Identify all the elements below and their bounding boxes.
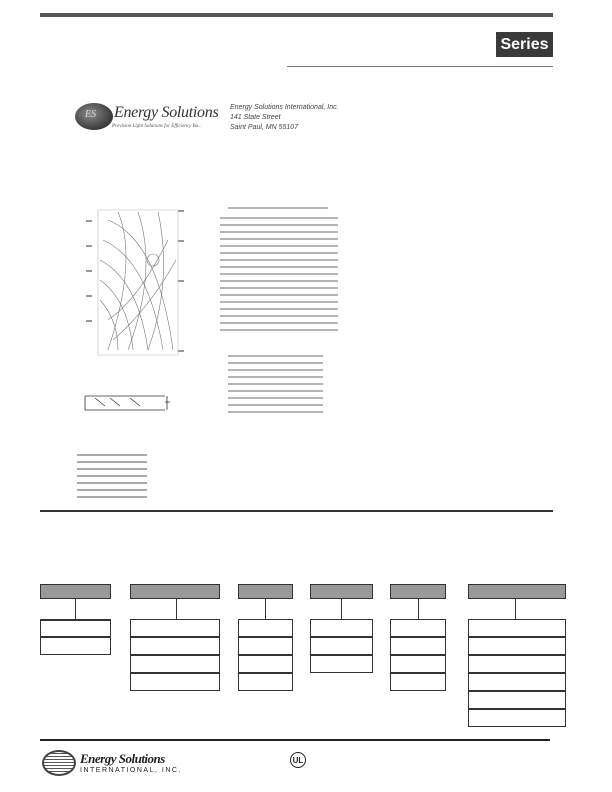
fixture-sketch	[75, 388, 175, 416]
order-col-6-row-1	[468, 619, 566, 637]
order-col-6-header	[468, 584, 566, 599]
order-col-6-connector	[515, 599, 516, 619]
order-col-3-row-4	[238, 673, 293, 691]
order-col-2-header	[130, 584, 220, 599]
order-col-3-row-2	[238, 637, 293, 655]
order-col-5-row-4	[390, 673, 446, 691]
order-col-1-header	[40, 584, 111, 599]
order-col-5-row-1	[390, 619, 446, 637]
order-col-6-row-3	[468, 655, 566, 673]
globe-logo-icon	[42, 750, 76, 776]
footer-rule	[40, 739, 550, 741]
order-col-4-row-2	[310, 637, 373, 655]
address-line-3: Saint Paul, MN 55107	[230, 124, 299, 131]
order-col-2-row-3	[130, 655, 220, 673]
order-col-4-header	[310, 584, 373, 599]
address-line-1: Energy Solutions International, Inc.	[230, 104, 339, 111]
order-col-4-row-3	[310, 655, 373, 673]
order-col-2-row-2	[130, 637, 220, 655]
photometric-diagram	[78, 200, 188, 360]
ul-listed-icon: UL	[290, 752, 306, 768]
footer-brand-name: Energy Solutions	[80, 751, 165, 766]
order-col-3-row-3	[238, 655, 293, 673]
company-tagline: Provision Light Solutions for Efficiency Bu...	[112, 124, 202, 129]
top-rule	[40, 13, 553, 17]
series-badge: Series	[496, 32, 553, 57]
logo-initials: ES	[85, 109, 97, 120]
header-sub-rule	[287, 66, 553, 67]
address-line-2: 141 State Street	[230, 114, 281, 121]
order-col-3-connector	[265, 599, 266, 619]
company-logo-icon	[75, 103, 113, 130]
order-col-5-header	[390, 584, 446, 599]
order-col-5-connector	[418, 599, 419, 619]
section-divider	[40, 510, 553, 512]
order-col-2-row-1	[130, 619, 220, 637]
order-col-3-row-1	[238, 619, 293, 637]
order-col-6-row-4	[468, 673, 566, 691]
order-col-6-row-5	[468, 691, 566, 709]
order-col-1-row-1	[40, 620, 111, 637]
order-col-2-row-4	[130, 673, 220, 691]
order-col-5-row-2	[390, 637, 446, 655]
order-col-5-row-3	[390, 655, 446, 673]
order-col-1-connector	[75, 599, 76, 619]
order-col-2-connector	[176, 599, 177, 619]
order-col-6-row-6	[468, 709, 566, 727]
order-col-6-row-2	[468, 637, 566, 655]
footer-brand-sub: INTERNATIONAL, INC.	[80, 767, 182, 774]
order-col-4-row-1	[310, 619, 373, 637]
dimension-table-graphic	[75, 452, 155, 502]
spec-table-graphic	[218, 205, 348, 415]
order-col-1-row-2	[40, 637, 111, 655]
order-col-4-connector	[341, 599, 342, 619]
order-col-3-header	[238, 584, 293, 599]
company-logo-name: Energy Solutions	[114, 104, 219, 121]
